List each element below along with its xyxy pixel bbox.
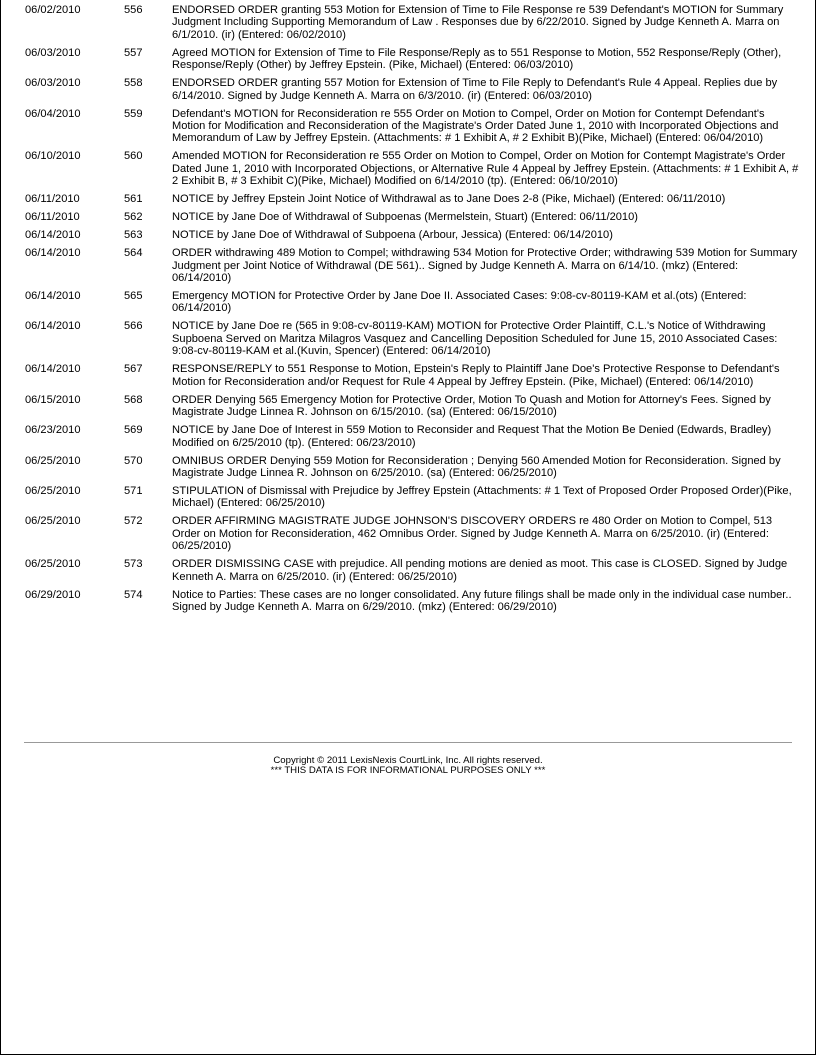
- entry-text: NOTICE by Jane Doe of Interest in 559 Motion to Reconsider and Request That the Motion Be Denied (Edwards, Bradley) Modified on 6/25/2010 (tp). (Entered: 06/23/2010): [172, 424, 772, 449]
- entry-number: 562: [124, 211, 143, 224]
- entry-text: ORDER withdrawing 489 Motion to Compel; withdrawing 534 Motion for Protective Order; withdrawing 539 Motion for Summary Judgment per Joint Notice of Withdrawal (DE 561).. Signed by Judge Kenneth A. Marra on 6/14/10. (mkz) (Entered: 06/14/2010): [172, 247, 798, 285]
- docket-entry: [1, 515, 815, 552]
- entry-date: 06/04/2010: [25, 107, 81, 120]
- entry-number: 556: [124, 4, 143, 16]
- entry-text: ENDORSED ORDER granting 553 Motion for Extension of Time to File Response re 539 Defendant's MOTION for Summary Judgment Including Supporting Memorandum of Law . Responses due by 6/22/2010. Signed by Judge Kenneth A. Marra on 6/1/2010. (ir) (Entered: 06/02/2010): [172, 4, 784, 41]
- entry-number: 574: [124, 588, 143, 601]
- entry-number: 572: [124, 515, 143, 528]
- docket-entry-list: [1, 4, 815, 619]
- entry-date: 06/14/2010: [25, 229, 81, 242]
- entry-number: 567: [124, 363, 143, 376]
- entry-number: 569: [124, 424, 143, 437]
- entry-date: 06/14/2010: [25, 363, 81, 376]
- docket-entry: [1, 150, 815, 187]
- page-footer: [1, 756, 815, 777]
- entry-text: Amended MOTION for Reconsideration re 555 Order on Motion to Compel, Order on Motion for Contempt Magistrate's Order Dated June 1, 2010 with Incorporated Objections, or Alternative Rule 4 Appeal by Jeffrey Epstein. (Attachments: # 1 Exhibit A, # 2 Exhibit B, # 3 Exhibit C)(Pike, Michael) Modified on 6/14/2010 (tp). (Entered: 06/10/2010): [172, 150, 799, 188]
- docket-entry: [1, 589, 815, 614]
- docket-entry: [1, 77, 815, 102]
- entry-date: 06/14/2010: [25, 290, 81, 303]
- entry-text: STIPULATION of Dismissal with Prejudice by Jeffrey Epstein (Attachments: # 1 Text of Proposed Order Proposed Order)(Pike, Michael) (Entered: 06/25/2010): [172, 484, 792, 510]
- entry-number: 566: [124, 320, 143, 333]
- docket-entry: [1, 47, 815, 72]
- docket-entry: [1, 229, 815, 241]
- entry-number: 560: [124, 150, 143, 163]
- docket-entry: [1, 4, 815, 41]
- entry-text: NOTICE by Jeffrey Epstein Joint Notice of Withdrawal as to Jane Does 2-8 (Pike, Michael) (Entered: 06/11/2010): [172, 193, 726, 206]
- entry-date: 06/14/2010: [25, 320, 81, 333]
- entry-date: 06/23/2010: [25, 424, 81, 437]
- docket-entry: [1, 455, 815, 480]
- footer-divider: [24, 742, 792, 743]
- entry-date: 06/11/2010: [25, 193, 80, 206]
- entry-number: 563: [124, 229, 143, 242]
- entry-date: 06/14/2010: [25, 247, 81, 260]
- entry-date: 06/25/2010: [25, 484, 81, 497]
- disclaimer-notice: *** THIS DATA IS FOR INFORMATIONAL PURPOSES ONLY ***: [270, 765, 546, 777]
- entry-number: 573: [124, 558, 143, 571]
- entry-text: ORDER AFFIRMING MAGISTRATE JUDGE JOHNSON'S DISCOVERY ORDERS re 480 Order on Motion to Compel, 513 Order on Motion for Reconsideration, 462 Omnibus Order. Signed by Judge Kenneth A. Marra on 6/25/2010. (ir) (Entered: 06/25/2010): [172, 515, 773, 553]
- docket-entry: [1, 424, 815, 449]
- copyright-notice: Copyright © 2011 LexisNexis CourtLink, Inc. All rights reserved.: [273, 755, 543, 766]
- entry-date: 06/11/2010: [25, 211, 80, 224]
- entry-number: 559: [124, 107, 143, 120]
- entry-text: Agreed MOTION for Extension of Time to File Response/Reply as to 551 Response to Motion, 552 Response/Reply (Other), Response/Reply (Other) by Jeffrey Epstein. (Pike, Michael) (Entered: 06/03/2010): [172, 46, 782, 72]
- entry-text: RESPONSE/REPLY to 551 Response to Motion, Epstein's Reply to Plaintiff Jane Doe's Protective Response to Defendant's Motion for Reconsideration and/or Request for Rule 4 Appeal by Jeffrey Epstein. (Pike, Michael) (Entered: 06/14/2010): [172, 363, 780, 388]
- docket-entry: [1, 290, 815, 315]
- docket-entry: [1, 211, 815, 223]
- entry-text: Emergency MOTION for Protective Order by Jane Doe II. Associated Cases: 9:08-cv-80119-KAM et al.(ots) (Entered: 06/14/2010): [172, 290, 747, 315]
- entry-text: NOTICE by Jane Doe of Withdrawal of Subpoena (Arbour, Jessica) (Entered: 06/14/2010): [172, 229, 613, 242]
- entry-number: 557: [124, 46, 143, 59]
- docket-entry: [1, 320, 815, 357]
- entry-date: 06/29/2010: [25, 588, 81, 601]
- entry-text: Notice to Parties: These cases are no longer consolidated. Any future filings shall be made only in the individual case number.. Signed by Judge Kenneth A. Marra on 6/29/2010. (mkz) (Entered: 06/29/2010): [172, 588, 792, 613]
- docket-entry: [1, 558, 815, 583]
- entry-date: 06/10/2010: [25, 150, 81, 163]
- entry-number: 558: [124, 77, 143, 90]
- entry-date: 06/03/2010: [25, 46, 81, 59]
- entry-number: 568: [124, 393, 143, 406]
- docket-entry: [1, 394, 815, 419]
- entry-number: 571: [124, 484, 143, 497]
- docket-entry: [1, 363, 815, 388]
- entry-text: NOTICE by Jane Doe re (565 in 9:08-cv-80119-KAM) MOTION for Protective Order Plaintiff, C.L.'s Notice of Withdrawing Supboena Served on Maritza Milagros Vasquez and Cancelling Deposition Scheduled for June 15, 2010 Associated Cases: 9:08-cv-80119-KAM et al.(Kuvin, Spencer) (Entered: 06/14/2010): [172, 320, 778, 358]
- entry-date: 06/25/2010: [25, 515, 81, 528]
- entry-date: 06/25/2010: [25, 454, 81, 467]
- entry-text: Defendant's MOTION for Reconsideration re 555 Order on Motion to Compel, Order on Motion for Contempt Defendant's Motion for Modification and Reconsideration of the Magistrate's Order Dated June 1, 2010 with Incorporated Objections and Memorandum of Law by Jeffrey Epstein. (Attachments: # 1 Exhibit A, # 2 Exhibit B)(Pike, Michael) (Entered: 06/04/2010): [172, 107, 779, 145]
- entry-date: 06/03/2010: [25, 77, 81, 90]
- docket-entry: [1, 485, 815, 510]
- entry-number: 565: [124, 290, 143, 303]
- entry-date: 06/15/2010: [25, 393, 81, 406]
- entry-text: ENDORSED ORDER granting 557 Motion for Extension of Time to File Reply to Defendant's Rule 4 Appeal. Replies due by 6/14/2010. Signed by Judge Kenneth A. Marra on 6/3/2010. (ir) (Entered: 06/03/2010): [172, 77, 778, 102]
- entry-number: 561: [124, 193, 143, 206]
- entry-date: 06/25/2010: [25, 558, 81, 571]
- docket-entry: [1, 247, 815, 284]
- docket-entry: [1, 193, 815, 205]
- entry-text: NOTICE by Jane Doe of Withdrawal of Subpoenas (Mermelstein, Stuart) (Entered: 06/11/2010): [172, 211, 638, 224]
- entry-text: ORDER DISMISSING CASE with prejudice. All pending motions are denied as moot. This case is CLOSED. Signed by Judge Kenneth A. Marra on 6/25/2010. (ir) (Entered: 06/25/2010): [172, 558, 788, 583]
- entry-date: 06/02/2010: [25, 4, 81, 16]
- entry-number: 564: [124, 247, 143, 260]
- entry-number: 570: [124, 454, 143, 467]
- entry-text: ORDER Denying 565 Emergency Motion for Protective Order, Motion To Quash and Motion for Attorney's Fees. Signed by Magistrate Judge Linnea R. Johnson on 6/15/2010. (sa) (Entered: 06/15/2010): [172, 393, 771, 419]
- entry-text: OMNIBUS ORDER Denying 559 Motion for Reconsideration ; Denying 560 Amended Motion for Reconsideration. Signed by Magistrate Judge Linnea R. Johnson on 6/25/2010. (sa) (Entered: 06/25/2010): [172, 454, 781, 479]
- docket-entry: [1, 108, 815, 145]
